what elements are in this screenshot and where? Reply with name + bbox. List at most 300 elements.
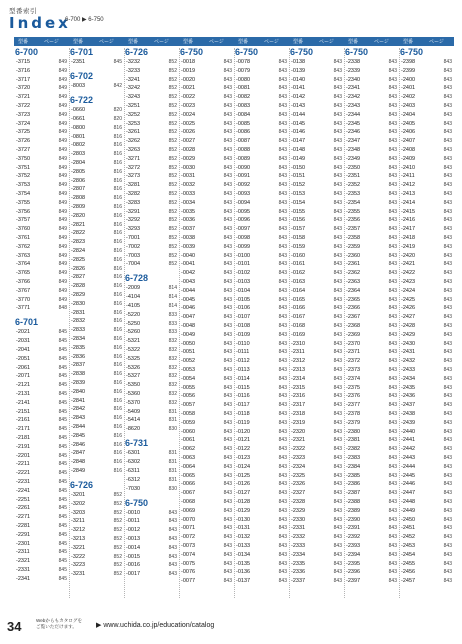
model-number: -3725 (16, 129, 31, 136)
page-ref: 843 (333, 305, 342, 312)
model-number: -0020 (181, 76, 196, 83)
index-entry (289, 436, 344, 444)
index-entry (344, 164, 399, 172)
index-entry (399, 84, 454, 92)
index-entry (344, 313, 399, 321)
page-ref: 843 (333, 261, 342, 268)
page-ref: 843 (278, 243, 287, 250)
page-ref: 843 (388, 411, 397, 417)
model-number: -3232 (126, 59, 141, 65)
model-number: -0017 (126, 571, 141, 578)
index-entry (289, 524, 344, 532)
page-ref: 843 (223, 455, 232, 461)
index-entry (124, 67, 179, 75)
page-ref: 852 (168, 208, 177, 215)
model-number: -2429 (401, 331, 416, 338)
model-number: -2434 (401, 375, 416, 382)
page-ref: 852 (168, 191, 177, 197)
page-ref: 843 (223, 402, 232, 409)
index-entry (179, 331, 234, 339)
model-number: -2403 (401, 103, 416, 109)
model-number: -2211 (16, 461, 30, 468)
model-number: -2372 (346, 358, 361, 365)
index-entry (399, 375, 454, 383)
index-entry (124, 390, 179, 398)
page-ref: 843 (443, 199, 452, 206)
page-ref: 843 (278, 76, 287, 83)
footer-note-line2: ご覧いただけます。 (36, 624, 77, 629)
index-entry (289, 568, 344, 576)
index-entry (69, 168, 124, 176)
index-entry (14, 260, 69, 268)
page-ref: 843 (333, 560, 342, 567)
model-number: -3752 (16, 173, 31, 180)
model-number: -2422 (401, 270, 416, 277)
series-heading (289, 48, 344, 56)
model-number: -5350 (126, 382, 141, 389)
model-number: -2357 (346, 226, 361, 233)
index-entry (399, 137, 454, 145)
model-number: -2844 (71, 423, 86, 430)
index-entry (69, 291, 124, 299)
page-ref: 843 (333, 85, 342, 92)
model-number: -2366 (346, 305, 361, 312)
model-number: -2456 (401, 569, 416, 576)
model-number: -3223 (71, 562, 86, 569)
index-entry (179, 445, 234, 453)
page-ref: 843 (443, 270, 452, 277)
page-ref: 843 (278, 455, 287, 461)
page-ref: 843 (388, 129, 397, 136)
page-ref: 852 (168, 85, 177, 92)
series-heading-label: 6-701 (15, 317, 39, 328)
index-entry (69, 544, 124, 552)
model-number: -2374 (346, 375, 361, 382)
model-number: -0025 (181, 120, 196, 127)
model-number: -0143 (291, 103, 306, 109)
page-ref: 849 (58, 155, 67, 162)
index-entry (344, 181, 399, 189)
page-ref: 843 (388, 252, 397, 259)
page-ref: 843 (388, 340, 397, 347)
page-ref: 845 (58, 575, 67, 582)
index-entry (399, 102, 454, 110)
page-ref: 843 (278, 85, 287, 92)
series-heading (124, 48, 179, 56)
page-ref: 843 (278, 155, 287, 162)
page-ref: 816 (113, 151, 122, 158)
page-ref: 831 (168, 450, 177, 457)
index-entry (124, 381, 179, 389)
model-number: -2323 (291, 455, 306, 461)
index-entry (289, 542, 344, 550)
page-ref: 843 (278, 472, 287, 479)
header-model-label: 型番 (293, 39, 304, 45)
model-number: -0168 (291, 323, 306, 329)
catalog-url-link[interactable]: ▶ www.uchida.co.jp/education/catalog (96, 622, 215, 629)
index-entry (14, 120, 69, 128)
page-ref: 843 (333, 340, 342, 347)
index-entry (234, 278, 289, 286)
model-number: -2390 (346, 516, 361, 523)
index-entry (69, 247, 124, 255)
model-number: -4105 (126, 303, 141, 310)
model-number: -0046 (181, 305, 196, 312)
index-entry (234, 313, 289, 321)
header-page-label: ページ (374, 39, 389, 45)
model-number: -3770 (16, 296, 31, 303)
index-entry (234, 445, 289, 453)
page-ref: 849 (58, 120, 67, 127)
page-ref: 843 (443, 226, 452, 233)
index-entry (14, 146, 69, 154)
index-entry (289, 551, 344, 559)
index-entry (69, 124, 124, 132)
page-ref: 843 (333, 534, 342, 541)
page-ref: 845 (58, 496, 67, 503)
model-number: -3203 (71, 509, 86, 516)
model-number: -0153 (291, 191, 306, 197)
index-entry (399, 331, 454, 339)
index-entry (124, 302, 179, 310)
page-ref: 852 (168, 147, 177, 153)
page-ref: 843 (388, 463, 397, 470)
page-ref: 816 (113, 274, 122, 281)
index-column (344, 48, 399, 598)
page-ref: 843 (388, 138, 397, 145)
index-entry (344, 366, 399, 374)
index-entry (344, 120, 399, 128)
model-number: -2413 (401, 191, 416, 197)
index-entry (344, 436, 399, 444)
page-ref: 843 (388, 534, 397, 541)
page-ref: 852 (113, 492, 122, 499)
model-number: -2321 (291, 437, 306, 444)
index-entry (289, 269, 344, 277)
index-entry (344, 146, 399, 154)
index-entry (344, 480, 399, 488)
model-number: -2271 (16, 514, 31, 521)
page-ref: 832 (168, 347, 177, 354)
page-ref: 843 (388, 208, 397, 215)
page-ref: 852 (168, 173, 177, 180)
model-number: -0161 (291, 261, 306, 268)
index-column (399, 48, 454, 598)
index-entry (344, 568, 399, 576)
page-ref: 843 (443, 428, 452, 435)
model-number: -3211 (71, 518, 85, 525)
index-entry (14, 76, 69, 84)
index-entry (14, 425, 69, 433)
page-ref: 843 (223, 472, 232, 479)
page-ref: 843 (388, 419, 397, 426)
model-number: -0162 (291, 270, 306, 277)
page-ref: 816 (113, 177, 122, 184)
page-ref: 843 (443, 375, 452, 382)
model-number: -2444 (401, 463, 416, 470)
index-entry (179, 560, 234, 568)
model-number: -0042 (181, 270, 196, 277)
model-number: -2319 (291, 419, 306, 426)
index-entry (179, 340, 234, 348)
column-divider (344, 48, 345, 598)
index-entry (69, 570, 124, 578)
index-entry (14, 128, 69, 136)
page-ref: 843 (388, 85, 397, 92)
page-ref: 843 (223, 111, 232, 118)
model-number: -0155 (291, 208, 306, 215)
index-entry (289, 216, 344, 224)
model-number: -3762 (16, 243, 31, 250)
model-number: -2335 (291, 560, 306, 567)
page-ref: 814 (168, 294, 177, 301)
model-number: -2171 (16, 426, 31, 433)
model-number: -0091 (236, 173, 251, 180)
index-entry (179, 507, 234, 515)
page-ref: 816 (113, 256, 122, 263)
index-entry (289, 199, 344, 207)
index-entry (289, 120, 344, 128)
header-page-label: ページ (99, 39, 114, 45)
index-entry (289, 225, 344, 233)
page-ref: 843 (223, 147, 232, 153)
index-entry (234, 436, 289, 444)
column-divider (124, 48, 125, 598)
index-entry (289, 331, 344, 339)
index-entry (124, 137, 179, 145)
index-entry (399, 287, 454, 295)
model-number: -2804 (71, 159, 86, 166)
page-ref: 843 (388, 437, 397, 444)
page-ref: 843 (333, 138, 342, 145)
model-number: -0081 (236, 85, 251, 92)
model-number: -2405 (401, 120, 416, 127)
page-ref: 816 (113, 362, 122, 369)
index-entry (179, 137, 234, 145)
page-ref: 831 (168, 417, 177, 424)
index-entry (69, 344, 124, 352)
model-number: -2321 (16, 558, 31, 565)
index-entry (234, 340, 289, 348)
index-entry (289, 384, 344, 392)
model-number: -3771 (16, 305, 31, 312)
model-number: -8003 (71, 83, 86, 90)
model-number: -0139 (291, 67, 306, 74)
index-entry (14, 172, 69, 180)
page-ref: 843 (388, 191, 397, 197)
index-entry (344, 340, 399, 348)
page-ref: 816 (113, 318, 122, 325)
model-number: -5370 (126, 399, 141, 406)
page-ref: 816 (113, 335, 122, 342)
model-number: -3281 (126, 182, 141, 189)
page-ref: 816 (113, 388, 122, 395)
index-entry (124, 216, 179, 224)
index-entry (234, 172, 289, 180)
page-ref: 843 (443, 534, 452, 541)
series-heading-label: 6-701 (70, 47, 94, 57)
index-entry (234, 392, 289, 400)
page-ref: 852 (168, 120, 177, 127)
page-ref: 843 (443, 164, 452, 171)
model-number: -2836 (71, 353, 86, 360)
page-ref: 843 (443, 437, 452, 444)
page-ref: 843 (278, 393, 287, 400)
model-number: -0064 (181, 463, 196, 470)
page-ref: 845 (58, 567, 67, 574)
page-ref: 843 (223, 358, 232, 365)
index-entry (179, 84, 234, 92)
page-ref: 843 (333, 173, 342, 180)
series-heading-label: 6-750 (400, 47, 424, 57)
model-number: -0061 (181, 437, 196, 444)
model-number: -2021 (16, 329, 31, 336)
model-number: -2424 (401, 287, 416, 294)
page-ref: 843 (443, 217, 452, 224)
model-number: -0132 (236, 534, 251, 541)
model-number: -0169 (291, 331, 306, 338)
page-ref: 849 (58, 138, 67, 145)
page-ref: 843 (278, 120, 287, 127)
model-number: -0039 (181, 243, 196, 250)
index-entry (344, 208, 399, 216)
page-ref: 843 (443, 507, 452, 514)
page-ref: 843 (388, 76, 397, 83)
page-ref: 843 (443, 94, 452, 101)
index-entry (234, 243, 289, 251)
index-entry (289, 454, 344, 462)
page-ref: 843 (278, 525, 287, 532)
index-entry (344, 331, 399, 339)
page-ref: 843 (278, 490, 287, 497)
index-entry (179, 278, 234, 286)
index-entry (234, 234, 289, 242)
page-ref: 843 (388, 481, 397, 488)
index-entry (289, 102, 344, 110)
page-ref: 843 (168, 553, 177, 560)
page-ref: 816 (113, 397, 122, 404)
header-page-label: ページ (319, 39, 334, 45)
index-entry (179, 533, 234, 541)
index-entry (179, 181, 234, 189)
index-entry (179, 410, 234, 418)
index-entry (399, 269, 454, 277)
index-entry (289, 287, 344, 295)
index-entry (234, 304, 289, 312)
page-ref: 832 (168, 364, 177, 371)
page-ref: 843 (333, 287, 342, 294)
index-entry (289, 208, 344, 216)
model-number: -0037 (181, 226, 196, 233)
model-number: -2445 (401, 472, 416, 479)
model-number: -2131 (16, 391, 31, 398)
page-ref: 849 (58, 243, 67, 250)
header-model-label: 型番 (18, 39, 29, 45)
index-entry (234, 120, 289, 128)
index-title: Index (9, 14, 71, 32)
page-ref: 816 (113, 195, 122, 202)
index-entry (399, 199, 454, 207)
model-number: -0065 (181, 472, 196, 479)
model-number: -2387 (346, 490, 361, 497)
index-entry (179, 428, 234, 436)
index-entry (289, 146, 344, 154)
model-number: -2838 (71, 371, 86, 378)
page-ref: 852 (168, 94, 177, 101)
series-heading-label: 6-700 (15, 47, 39, 57)
page-ref: 843 (388, 402, 397, 409)
page-ref: 843 (443, 551, 452, 558)
page-ref: 843 (443, 235, 452, 241)
model-number: -0084 (236, 111, 251, 118)
model-number: -0126 (236, 481, 251, 488)
model-number: -0087 (236, 138, 251, 145)
index-entry (234, 322, 289, 330)
page-ref: 843 (333, 164, 342, 171)
index-entry (14, 548, 69, 556)
model-number: -0044 (181, 287, 196, 294)
page-ref: 842 (113, 83, 122, 90)
model-number: -2809 (71, 203, 86, 210)
series-heading (124, 499, 179, 507)
series-heading (14, 48, 69, 56)
index-entry (179, 111, 234, 119)
page-ref: 843 (388, 182, 397, 189)
index-entry (344, 243, 399, 251)
page-ref: 843 (278, 499, 287, 505)
model-number: -0036 (181, 217, 196, 224)
index-entry (399, 348, 454, 356)
index-entry (399, 58, 454, 66)
page-ref: 843 (388, 67, 397, 74)
page-ref: 843 (168, 527, 177, 534)
page-ref: 843 (443, 208, 452, 215)
model-number: -0104 (236, 287, 251, 294)
index-entry (69, 106, 124, 114)
index-entry (234, 208, 289, 216)
model-number: -3715 (16, 59, 31, 65)
index-entry (179, 216, 234, 224)
page-ref: 843 (278, 226, 287, 233)
model-number: -2311 (291, 349, 305, 356)
page-ref: 843 (388, 296, 397, 303)
model-number: -2317 (291, 402, 306, 409)
index-entry (69, 159, 124, 167)
index-entry (14, 304, 69, 312)
index-entry (289, 322, 344, 330)
page-ref: 845 (58, 523, 67, 530)
page-ref: 843 (278, 252, 287, 259)
series-heading-label: 6-702 (70, 71, 94, 82)
model-number: -3764 (16, 261, 31, 268)
page-ref: 843 (443, 147, 452, 153)
page-ref: 843 (443, 463, 452, 470)
page-ref: 843 (443, 411, 452, 417)
page-ref: 852 (168, 111, 177, 118)
model-number: -3717 (16, 76, 31, 83)
page-ref: 843 (443, 287, 452, 294)
index-entry (69, 141, 124, 149)
model-number: -0148 (291, 147, 306, 153)
model-number: -0157 (291, 226, 306, 233)
model-number: -2348 (346, 147, 361, 153)
model-number: -2821 (71, 221, 86, 228)
series-heading (69, 72, 124, 80)
page-ref: 843 (443, 340, 452, 347)
index-entry (289, 516, 344, 524)
model-number: -0026 (181, 129, 196, 136)
model-number: -5322 (126, 347, 141, 354)
